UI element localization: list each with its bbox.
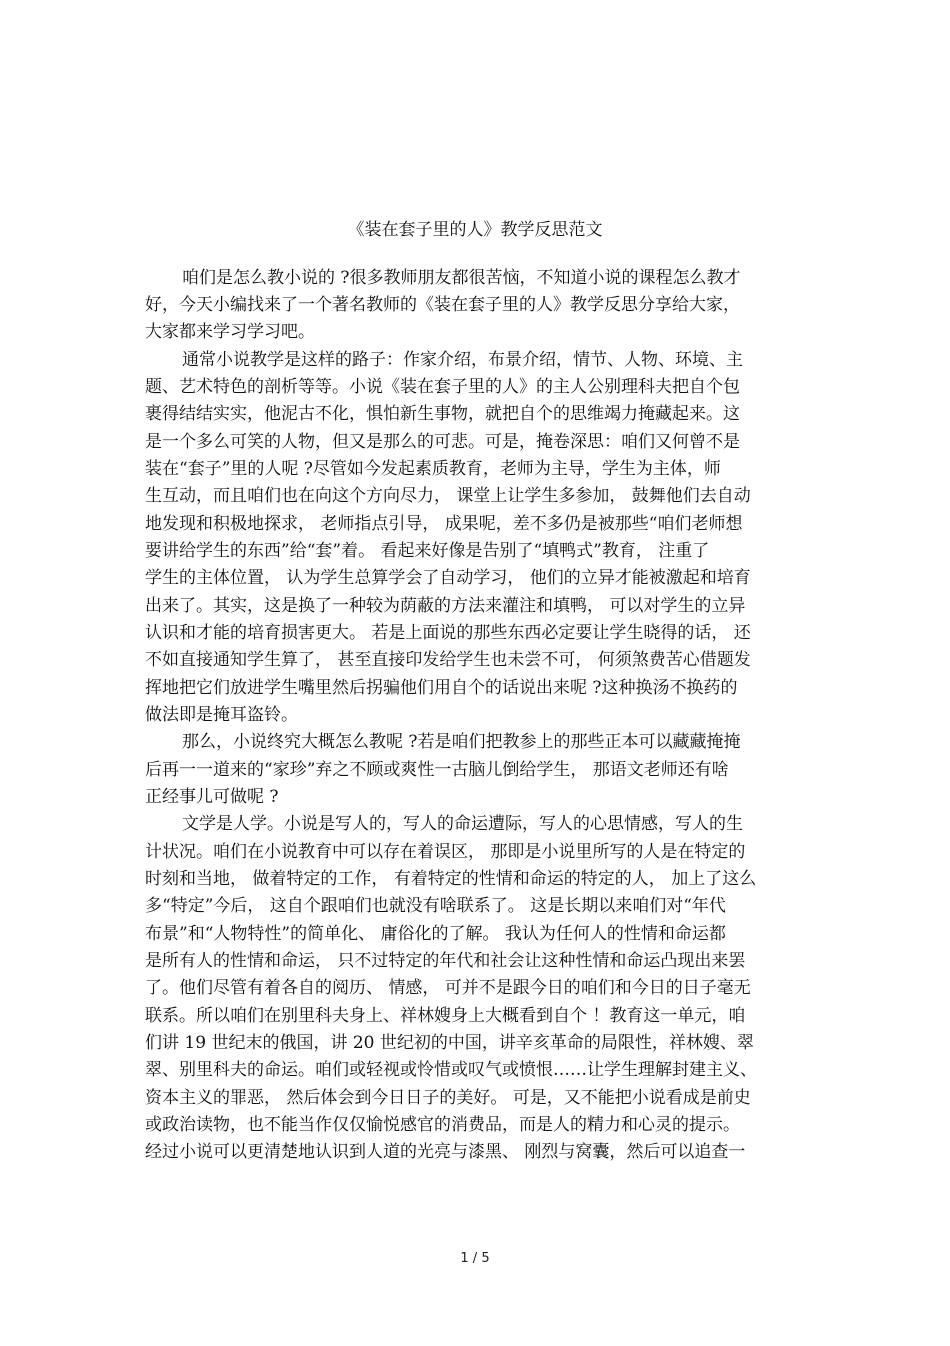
page-number: 1 / 5 [460, 1251, 490, 1266]
body-line: 认识和才能的培育损害更大。 若是上面说的那些东西必定要让学生晓得的话， 还 [145, 623, 751, 643]
body-line: 咱们是怎么教小说的 ?很多教师朋友都很苦恼，不知道小说的课程怎么教才 [182, 268, 741, 288]
document-title: 《装在套子里的人》教学反思范文 [347, 220, 603, 240]
body-line: 资本主义的罪恶， 然后体会到今日日子的美好。 可是，又不能把小说看成是前史 [145, 1088, 751, 1108]
body-line: 后再一一道来的“家珍”弃之不顾或爽性一古脑儿倒给学生， 那语文老师还有啥 [145, 760, 729, 780]
body-line: 通常小说教学是这样的路子：作家介绍，布景介绍，情节、人物、环境、主 [182, 350, 743, 370]
body-line: 装在“套子”里的人呢 ?尽管如今发起素质教育，老师为主导，学生为主体，师 [145, 459, 721, 479]
body-line: 生互动，而且咱们也在向这个方向尽力， 课堂上让学生多参加， 鼓舞他们去自动 [145, 486, 751, 506]
body-line: 题、艺术特色的剖析等等。小说《装在套子里的人》的主人公别理科夫把自个包 [145, 377, 740, 397]
body-line: 做法即是掩耳盗铃。 [145, 705, 298, 725]
body-line: 出来了。其实，这是换了一种较为荫蔽的方法来灌注和填鸭， 可以对学生的立异 [145, 596, 746, 616]
body-line: 要讲给学生的东西”给“套”着。 看起来好像是告别了“填鸭式”教育， 注重了 [145, 541, 710, 561]
body-line: 翠、别里科夫的命运。咱们或轻视或怜惜或叹气或愤恨……让学生理解封建主义、 [145, 1060, 757, 1080]
body-line: 不如直接通知学生算了， 甚至直接印发给学生也未尝不可， 何须煞费苦心借题发 [145, 650, 751, 670]
body-line: 们讲 19 世纪末的俄国，讲 20 世纪初的中国，讲辛亥革命的局限性，祥林嫂、翠 [145, 1033, 754, 1053]
body-line: 挥地把它们放进学生嘴里然后拐骗他们用自个的话说出来呢 ?这种换汤不换药的 [145, 678, 738, 698]
body-line: 正经事儿可做呢 ? [145, 787, 279, 807]
body-line: 学生的主体位置， 认为学生总算学会了自动学习， 他们的立异才能被激起和培育 [145, 568, 751, 588]
body-line: 文学是人学。小说是写人的，写人的命运遭际，写人的心思情感，写人的生 [182, 814, 743, 834]
body-line: 多“特定”今后， 这自个跟咱们也就没有啥联系了。 这是长期以来咱们对“年代 [145, 896, 726, 916]
body-line: 好，今天小编找来了一个著名教师的《装在套子里的人》教学反思分享给大家， [145, 295, 740, 315]
body-line: 计状况。咱们在小说教育中可以存在着误区， 那即是小说里所写的人是在特定的 [145, 842, 746, 862]
body-line: 裹得结结实实，他泥古不化，惧怕新生事物，就把自个的思维竭力掩藏起来。这 [145, 404, 740, 424]
body-line: 布景”和“人物特性”的简单化、 庸俗化的了解。 我认为任何人的性情和命运都 [145, 924, 726, 944]
body-line: 大家都来学习学习吧。 [145, 322, 315, 342]
body-line: 那么，小说终究大概怎么教呢 ?若是咱们把教参上的那些正本可以藏藏掩掩 [182, 732, 741, 752]
body-line: 或政治读物，也不能当作仅仅愉悦感官的消费品，而是人的精力和心灵的提示。 [145, 1115, 740, 1135]
body-line: 经过小说可以更清楚地认识到人道的光亮与漆黑、 刚烈与窝囊，然后可以追查一 [145, 1142, 746, 1162]
body-line: 联系。所以咱们在别里科夫身上、祥林嫂身上大概看到自个 ！教育这一单元，咱 [145, 1006, 746, 1026]
body-line: 了。他们尽管有着各自的阅历、 情感， 可并不是跟今日的咱们和今日的日子毫无 [145, 978, 751, 998]
body-line: 地发现和积极地探求， 老师指点引导， 成果呢，差不多仍是被那些“咱们老师想 [145, 514, 743, 534]
body-line: 时刻和当地， 做着特定的工作， 有着特定的性情和命运的特定的人， 加上了这么 [145, 869, 757, 889]
body-line: 是所有人的性情和命运， 只不过特定的年代和社会让这种性情和命运凸现出来罢 [145, 951, 746, 971]
body-line: 是一个多么可笑的人物，但又是那么的可悲。可是，掩卷深思：咱们又何曾不是 [145, 432, 740, 452]
